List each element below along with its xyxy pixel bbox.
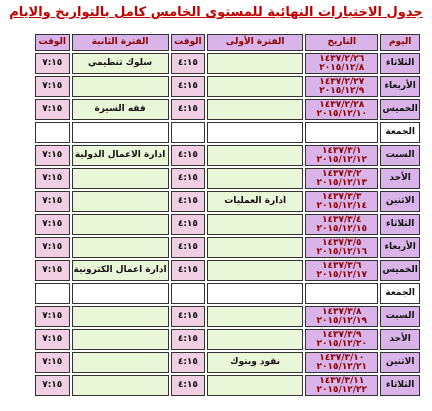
period-1-cell: ادارة العمليات [207,191,303,212]
period-1-cell [207,99,303,120]
table-row [35,260,420,281]
table-row [35,76,420,97]
time-1-cell: ٤:١٥ [171,237,205,258]
gregorian-date: ٢٠١٥/١٢/٢٠ [316,338,368,349]
time-2-cell [35,283,70,304]
time-1-cell: ٤:١٥ [171,260,205,281]
time-2-cell: ٧:١٥ [35,306,70,327]
hijri-date: ١٤٣٧/٣/٣ [321,191,362,202]
period-1-cell [207,260,303,281]
time-2-cell: ٧:١٥ [35,214,70,235]
day-cell: الثلاثاء [380,53,420,74]
time-2-cell: ٧:١٥ [35,375,70,396]
header-time-2: الوقت [35,34,70,51]
date-cell [305,352,378,373]
date-cell [305,329,378,350]
day-cell: السبت [380,145,420,166]
day-cell: الأحد [380,168,420,189]
header-period-2: الفترة الثانية [72,34,169,51]
hijri-date: ١٤٣٧/٣/١١ [319,375,365,386]
table-row [35,145,420,166]
header-date: التاريخ [305,34,378,51]
table-row [35,168,420,189]
time-1-cell: ٤:١٥ [171,76,205,97]
period-1-cell [207,53,303,74]
date-cell [305,99,378,120]
date-cell [305,122,378,143]
header-period-1: الفترة الأولى [207,34,303,51]
hijri-date: ١٤٣٧/٣/٢ [321,168,362,179]
period-2-cell [72,214,169,235]
date-cell [305,283,378,304]
gregorian-date: ٢٠١٥/١٢/١٦ [316,246,368,257]
table-row [35,306,420,327]
day-cell: الخميس [380,260,420,281]
time-1-cell: ٤:١٥ [171,352,205,373]
friday-row [35,122,420,143]
hijri-date: ١٤٣٧/٣/١٠ [319,352,365,363]
hijri-date: ١٤٣٧/٣/٥ [321,237,362,248]
day-cell: الخميس [380,99,420,120]
time-2-cell: ٧:١٥ [35,168,70,189]
time-1-cell: ٤:١٥ [171,99,205,120]
time-1-cell: ٤:١٥ [171,306,205,327]
period-1-cell [207,283,303,304]
day-cell: الاثنين [380,191,420,212]
period-2-cell [72,191,169,212]
exam-schedule-table [33,32,422,398]
day-cell: الجمعة [380,283,420,304]
date-cell [305,53,378,74]
day-cell: السبت [380,306,420,327]
date-cell [305,76,378,97]
period-2-cell [72,352,169,373]
header-time-1: الوقت [171,34,205,51]
date-cell [305,306,378,327]
period-1-cell [207,237,303,258]
hijri-date: ١٤٣٧/٣/٨ [321,306,362,317]
day-cell: الأربعاء [380,76,420,97]
table-row [35,352,420,373]
period-2-cell [72,306,169,327]
gregorian-date: ٢٠١٥/١٢/٨ [319,62,365,73]
period-1-cell [207,122,303,143]
time-1-cell: ٤:١٥ [171,329,205,350]
time-1-cell [171,122,205,143]
period-2-cell [72,122,169,143]
table-row [35,53,420,74]
hijri-date: ١٤٣٧/٣/٩ [321,329,362,340]
hijri-date: ١٤٣٧/٢/٢٨ [319,99,365,110]
time-2-cell: ٧:١٥ [35,191,70,212]
date-cell [305,214,378,235]
time-2-cell: ٧:١٥ [35,352,70,373]
gregorian-date: ٢٠١٥/١٢/٢٢ [316,384,368,395]
time-2-cell: ٧:١٥ [35,260,70,281]
table-row [35,191,420,212]
header-row [35,34,420,51]
date-cell [305,145,378,166]
gregorian-date: ٢٠١٥/١٢/٩ [319,85,365,96]
period-2-cell [72,329,169,350]
time-2-cell: ٧:١٥ [35,76,70,97]
period-2-cell [72,168,169,189]
table-row [35,329,420,350]
gregorian-date: ٢٠١٥/١٢/١٣ [316,177,368,188]
period-1-cell [207,76,303,97]
time-1-cell: ٤:١٥ [171,214,205,235]
day-cell: الأربعاء [380,237,420,258]
hijri-date: ١٤٣٧/٣/٦ [321,260,362,271]
header-day: اليوم [380,34,420,51]
time-1-cell: ٤:١٥ [171,53,205,74]
table-row [35,214,420,235]
time-1-cell: ٤:١٥ [171,191,205,212]
hijri-date: ١٤٣٧/٣/٤ [321,214,362,225]
page-title: جدول الاختبارات النهائية للمستوى الخامس كامل بالتواريخ والايام [9,5,423,20]
time-1-cell: ٤:١٥ [171,375,205,396]
period-2-cell [72,375,169,396]
period-2-cell: ادارة الاعمال الدولية [72,145,169,166]
time-1-cell [171,283,205,304]
date-cell [305,191,378,212]
period-2-cell: سلوك تنظيمي [72,53,169,74]
friday-row [35,283,420,304]
time-1-cell: ٤:١٥ [171,168,205,189]
time-2-cell: ٧:١٥ [35,53,70,74]
table-row [35,375,420,396]
period-2-cell [72,76,169,97]
time-1-cell: ٤:١٥ [171,145,205,166]
gregorian-date: ٢٠١٥/١٢/٢١ [316,361,368,372]
period-1-cell [207,145,303,166]
gregorian-date: ٢٠١٥/١٢/١٠ [316,108,368,119]
period-1-cell: نقود وبنوك [207,352,303,373]
period-1-cell [207,168,303,189]
time-2-cell: ٧:١٥ [35,99,70,120]
period-2-cell [72,237,169,258]
period-2-cell [72,283,169,304]
table-row [35,99,420,120]
gregorian-date: ٢٠١٥/١٢/١٧ [316,269,368,280]
gregorian-date: ٢٠١٥/١٢/١٢ [316,154,368,165]
hijri-date: ١٤٣٧/٢/٢٦ [319,53,365,64]
day-cell: الاثنين [380,352,420,373]
time-2-cell: ٧:١٥ [35,237,70,258]
day-cell: الجمعة [380,122,420,143]
period-2-cell: فقه السيرة [72,99,169,120]
date-cell [305,375,378,396]
gregorian-date: ٢٠١٥/١٢/١٥ [316,223,368,234]
period-2-cell: ادارة اعمال الكترونية [72,260,169,281]
period-1-cell [207,329,303,350]
date-cell [305,260,378,281]
date-cell [305,168,378,189]
period-1-cell [207,214,303,235]
day-cell: الثلاثاء [380,214,420,235]
gregorian-date: ٢٠١٥/١٢/١٩ [316,315,368,326]
period-1-cell [207,306,303,327]
day-cell: الثلاثاء [380,375,420,396]
period-1-cell [207,375,303,396]
gregorian-date: ٢٠١٥/١٢/١٤ [316,200,368,211]
date-cell [305,237,378,258]
table-row [35,237,420,258]
day-cell: الأحد [380,329,420,350]
hijri-date: ١٤٣٧/٣/١ [321,145,362,156]
time-2-cell: ٧:١٥ [35,329,70,350]
time-2-cell: ٧:١٥ [35,145,70,166]
hijri-date: ١٤٣٧/٢/٢٧ [319,76,365,87]
time-2-cell [35,122,70,143]
